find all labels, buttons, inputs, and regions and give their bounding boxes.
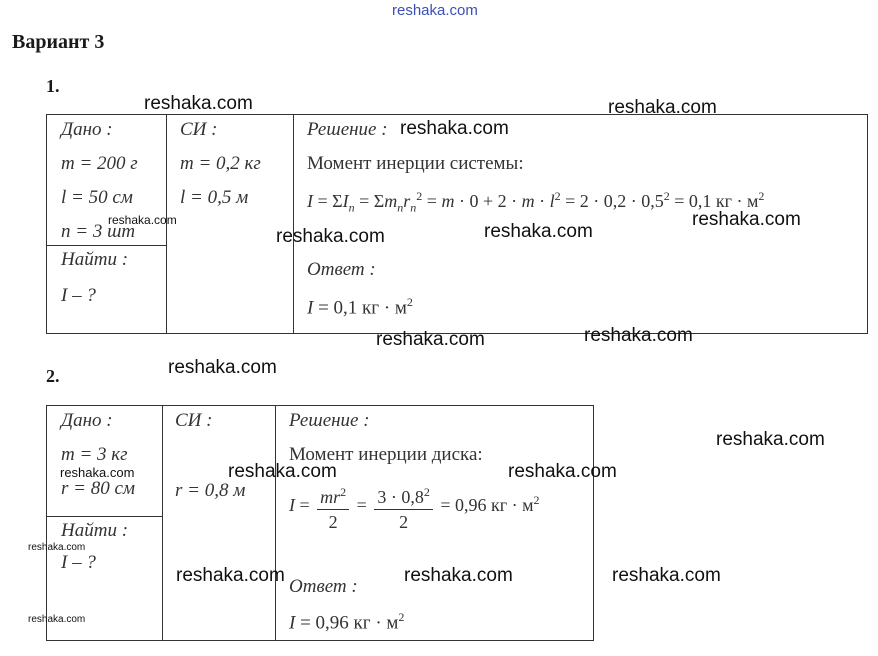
problem-2-table <box>46 405 594 641</box>
watermark: reshaka.com <box>28 614 86 625</box>
answer-value: I = 0,1 кг · $м^2$ <box>307 295 413 319</box>
watermark: reshaka.com <box>176 565 285 586</box>
watermark: reshaka.com <box>716 429 825 450</box>
si-radius: r = 0,8 м <box>175 480 246 501</box>
answer-label: Ответ : <box>289 576 358 597</box>
site-link[interactable]: reshaka.com <box>392 2 478 19</box>
si-length: l = 0,5 м <box>180 187 249 208</box>
find-value: I – ? <box>61 552 96 573</box>
watermark: reshaka.com <box>276 226 385 247</box>
given-label: Дано : <box>61 119 113 140</box>
given-mass: m = 200 г <box>61 153 138 174</box>
given-radius: r = 80 см <box>61 478 136 499</box>
watermark: reshaka.com <box>60 465 135 480</box>
si-label: СИ : <box>180 119 218 140</box>
watermark: reshaka.com <box>612 565 721 586</box>
watermark: reshaka.com <box>508 461 617 482</box>
watermark: reshaka.com <box>228 461 337 482</box>
watermark: reshaka.com <box>608 97 717 118</box>
answer-label: Ответ : <box>307 259 376 280</box>
watermark: reshaka.com <box>144 93 253 114</box>
find-value: I – ? <box>61 285 96 306</box>
watermark: reshaka.com <box>584 325 693 346</box>
si-label: СИ : <box>175 410 213 431</box>
solution-label: Решение : <box>307 119 388 140</box>
watermark: reshaka.com <box>400 118 509 139</box>
watermark: reshaka.com <box>376 329 485 350</box>
watermark: reshaka.com <box>108 213 177 227</box>
watermark: reshaka.com <box>28 542 86 553</box>
watermark: reshaka.com <box>484 221 593 242</box>
answer-value: I = 0,96 кг · $м^2$ <box>289 610 405 634</box>
watermark: reshaka.com <box>404 565 513 586</box>
given-mass: m = 3 кг <box>61 444 128 465</box>
find-label: Найти : <box>61 520 129 541</box>
formula-1: $I = \Sigma I_n = \Sigma m_nr_n^2 = m \cdot 0 + 2 \cdot m \cdot l^2 = 2 \cdot 0,2 \cdot 0,5^2 = 0,1$ кг · $м^2$ <box>307 189 765 215</box>
find-label: Найти : <box>61 249 129 270</box>
solution-text: Момент инерции диска: <box>289 444 483 465</box>
si-mass: m = 0,2 кг <box>180 153 261 174</box>
solution-label: Решение : <box>289 410 370 431</box>
variant-title: Вариант 3 <box>12 31 105 53</box>
formula-2: I = $\frac{mr^2}{2}$ = $\frac{3 \cdot 0,8^2}{2}$ = 0,96 кг · $м^2$ <box>289 480 540 534</box>
given-length: l = 50 см <box>61 187 133 208</box>
given-label: Дано : <box>61 410 113 431</box>
watermark: reshaka.com <box>692 209 801 230</box>
problem-2-number: 2. <box>46 366 60 386</box>
given-count: n = 3 шт <box>61 221 136 242</box>
problem-1-number: 1. <box>46 76 60 96</box>
solution-text: Момент инерции системы: <box>307 153 524 174</box>
watermark: reshaka.com <box>168 357 277 378</box>
